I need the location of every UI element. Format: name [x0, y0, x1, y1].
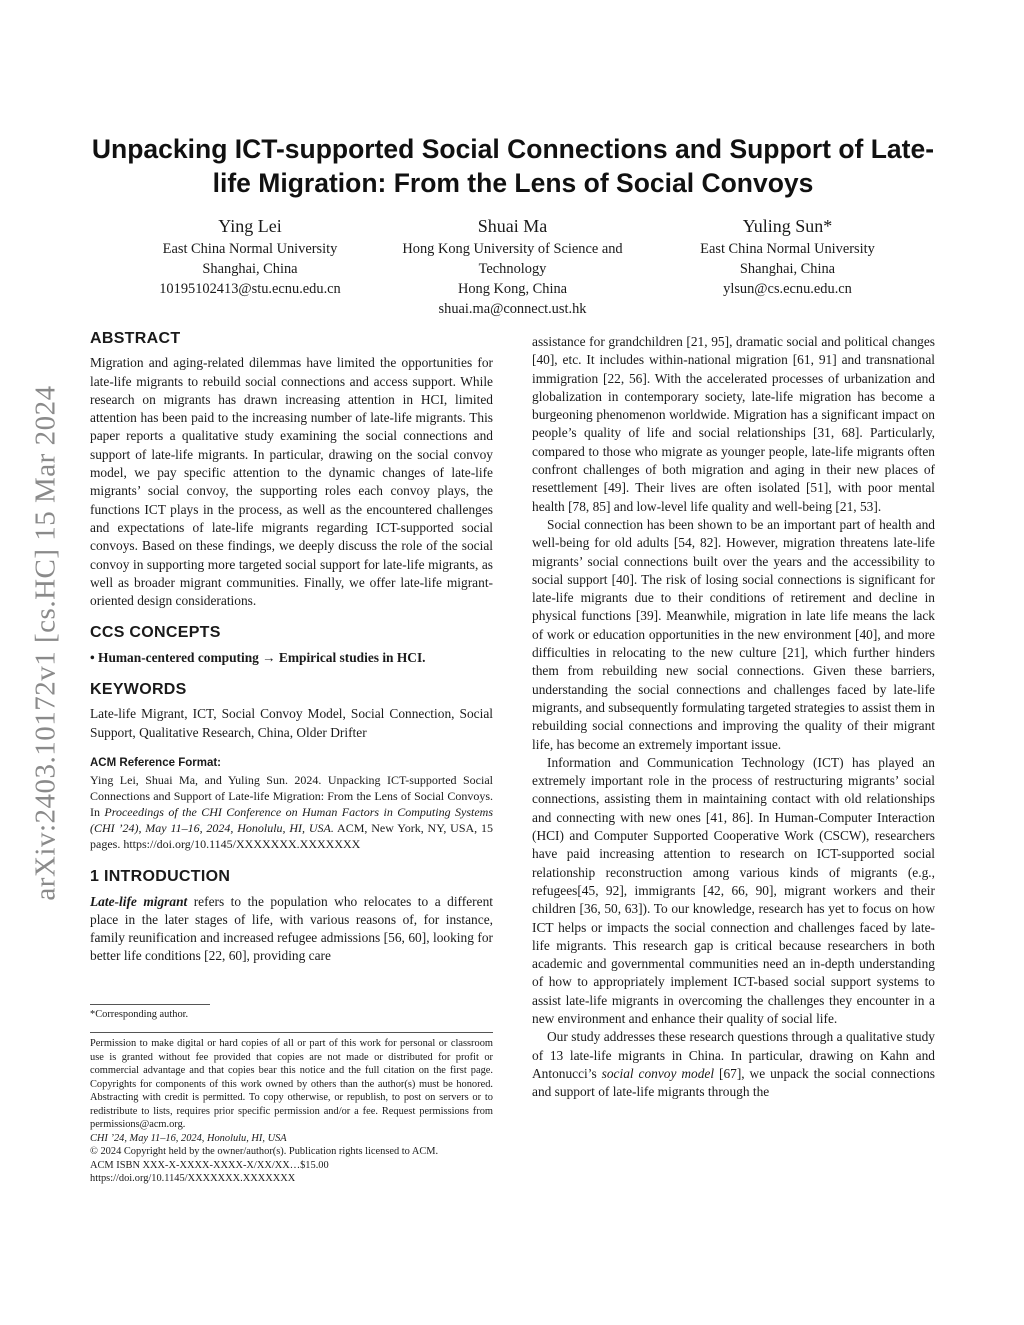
author-email: 10195102413@stu.ecnu.edu.cn	[159, 281, 341, 297]
author-name: Shuai Ma	[477, 216, 548, 236]
intro-paragraph-4	[532, 1028, 935, 1101]
author-block-2	[380, 214, 645, 319]
intro-paragraph-1: assistance for grandchildren [21, 95], dramatic social and political changes [40], etc. It includes within-national migration [61, 91] and transnational immigration [22, 56]. With the accelerated processes of urbanization and globalization in contemporary society, late-life migration has become a burgeoning phenomenon worldwide. Migration has a significant impact on people’s quality of life and social relationships [31, 68]. Particularly, compared to those who migrate as younger people, late-life migrants often confront challenges of both migration and aging in their new places of resettlement [49]. Their lives are often isolated [51], with poor mental health [78, 85] and low-level life quality and well-being [21, 53].	[532, 334, 935, 514]
author-affiliation: East China Normal University	[700, 241, 875, 257]
author-name: Yuling Sun*	[742, 216, 833, 236]
ccs-heading: CCS CONCEPTS	[90, 624, 221, 642]
corresponding-footnote	[90, 1004, 493, 1022]
permission-footnote	[90, 1032, 493, 1186]
corresponding-author-note: *Corresponding author.	[90, 1009, 189, 1020]
left-column	[90, 330, 493, 966]
social-convoy-model-term: social convoy model	[601, 1065, 715, 1081]
acm-reference-lead: Ying Lei, Shuai Ma, and Yuling Sun. 2024. Unpacking ICT-supported Social Connections and Support of Late-life Migration: From the Lens of Social Convoys. In	[90, 773, 493, 820]
conference-line: CHI ’24, May 11–16, 2024, Honolulu, HI, USA	[90, 1132, 287, 1144]
abstract-text: Migration and aging-related dilemmas have limited the opportunities for late-life migrants to rebuild social connections and access support. While research on migrants has drawn increasing attention in HCI, limited attention has been paid to the increasing number of late-life migrants. This paper reports a qualitative study examining the social connections and support of late-life migrants. In particular, drawing on the social convoy model, we pay specific attention to the dynamic changes of late-life migrants’ social convoy, the supporting roles each convoy plays, the functions ICT plays in the process, as well as the encountered challenges and expectations of late-life migrants regarding ICT-supported social convoys. Based on these findings, we deeply discuss the role of the social convoy in supporting more targeted social support for late-life migrants, as well as broader migrant communities. Finally, we offer late-life migrant-oriented design considerations.	[90, 355, 493, 609]
author-location: Hong Kong, China	[457, 281, 568, 297]
paper-title: Unpacking ICT-supported Social Connections and Support of Late-life Migration: From the Lens of Social Convoys	[91, 134, 935, 198]
ccs-text: • Human-centered computing → Empirical studies in HCI.	[90, 649, 426, 665]
intro-paragraph-4-rest: [67], we unpack the social connections and support of late-life migrants through the	[532, 1065, 936, 1100]
author-affiliation: East China Normal University	[162, 241, 338, 257]
acm-reference-heading: ACM Reference Format:	[90, 756, 221, 769]
isbn-line: ACM ISBN XXX-X-XXXX-XXXX-X/XX/XX…$15.00	[90, 1159, 329, 1171]
author-name: Ying Lei	[218, 216, 282, 236]
author-block-3	[660, 214, 915, 299]
introduction-text: refers to the population who relocates to a different place in the later stages of life, with various reasons of, for instance, family reunification and increased refugee admissions [56, 60], looking for better life conditions [22, 60], providing care	[90, 893, 493, 964]
author-location: Shanghai, China	[202, 261, 298, 277]
author-email: shuai.ma@connect.ust.hk	[438, 301, 587, 317]
introduction-paragraph	[90, 893, 493, 966]
late-life-migrant-term: Late-life migrant	[90, 893, 188, 909]
abstract-heading: ABSTRACT	[90, 330, 181, 347]
intro-paragraph-4-lead: Our study addresses these research questions through a qualitative study of 13 late-life migrants in China. In particular, drawing on Kahn and Antonucci’s	[532, 1029, 935, 1081]
author-affiliation-cont: Technology	[478, 261, 547, 277]
arxiv-sidebar	[28, 345, 64, 940]
author-location: Shanghai, China	[739, 261, 836, 277]
introduction-heading: 1 INTRODUCTION	[90, 868, 231, 886]
keywords-heading: KEYWORDS	[90, 681, 187, 699]
arxiv-identifier: arXiv:2403.10172v1 [cs.HC] 15 Mar 2024	[29, 384, 62, 901]
copyright-line: © 2024 Copyright held by the owner/author(s). Publication rights licensed to ACM.	[90, 1146, 439, 1157]
right-column	[532, 333, 935, 1101]
keywords-text: Late-life Migrant, ICT, Social Convoy Model, Social Connection, Social Support, Qualitative Research, China, Older Drifter	[90, 706, 493, 740]
author-email: ylsun@cs.ecnu.edu.cn	[723, 281, 852, 297]
intro-paragraph-3: Information and Communication Technology (ICT) has played an extremely important role in the process of restructuring migrants’ social connections, assisting them in maintaining contact with old relationships and connecting with new ones [41, 86]. In Human-Computer Interaction (HCI) and Computer Supported Cooperative Work (CSCW), researchers have paid increasing attention to research on ICT-supported social relationship reconstruction among various kinds of migrants (e.g., refugees[45, 92], immigrants [42, 66, 90], migrant workers and their children [36, 50, 63]). To our knowledge, research has yet to focus on how ICT helps or impacts the social connection and challenges faced by late-life migrants. This research gap is critical because researchers in both academic and governmental communities need an in-depth understanding of how to appropriately implement ICT-based social support systems to assist late-life migrants in overcoming the challenges they encounter in a new environment and enhance their quality of social life.	[532, 754, 935, 1026]
author-block-1	[120, 214, 380, 299]
permission-text: Permission to make digital or hard copies of all or part of this work for personal or classroom use is granted without fee provided that copies are not made or distributed for profit or commercial advantage and that copies bear this notice and the full citation on the first page. Copyrights for components of this work owned by others than the author(s) must be honored. Abstracting with credit is permitted. To copy otherwise, or republish, to post on servers or to redistribute to lists, requires prior specific permission and/or a fee. Request permissions from permissions@acm.org.	[90, 1038, 493, 1130]
acm-reference-text	[90, 772, 493, 852]
acm-reference-tail: ACM, New York, NY, USA, 15 pages. https://doi.org/10.1145/XXXXXXX.XXXXXXX	[90, 821, 493, 852]
acm-reference-venue: Proceedings of the CHI Conference on Human Factors in Computing Systems (CHI ’24), May 11–16, 2024, Honolulu, HI, USA.	[90, 805, 494, 836]
doi-line: https://doi.org/10.1145/XXXXXXX.XXXXXXX	[90, 1173, 296, 1184]
author-affiliation: Hong Kong University of Science and	[402, 241, 623, 257]
intro-paragraph-2: Social connection has been shown to be an important part of health and well-being for old adults [54, 82]. However, migration threatens late-life migrants’ social connections built over the years and the accessibility to social support [40]. The risk of losing social connections is significant for late-life migrants due to their conditions of retirement and decline in physical functions [39]. Meanwhile, migration in late life means the lack of work or education opportunities in the new environment [40], and more difficulties in relocating to the new culture [21], which further hinders them from rebuilding new social connections. Given these barriers, understanding the social connections and challenges faced by late-life migrants, and subsequently formulating targeted strategies to assist them in rebuilding social connections and improving the quality of their migrant life, has become an extremely important issue.	[532, 516, 935, 752]
